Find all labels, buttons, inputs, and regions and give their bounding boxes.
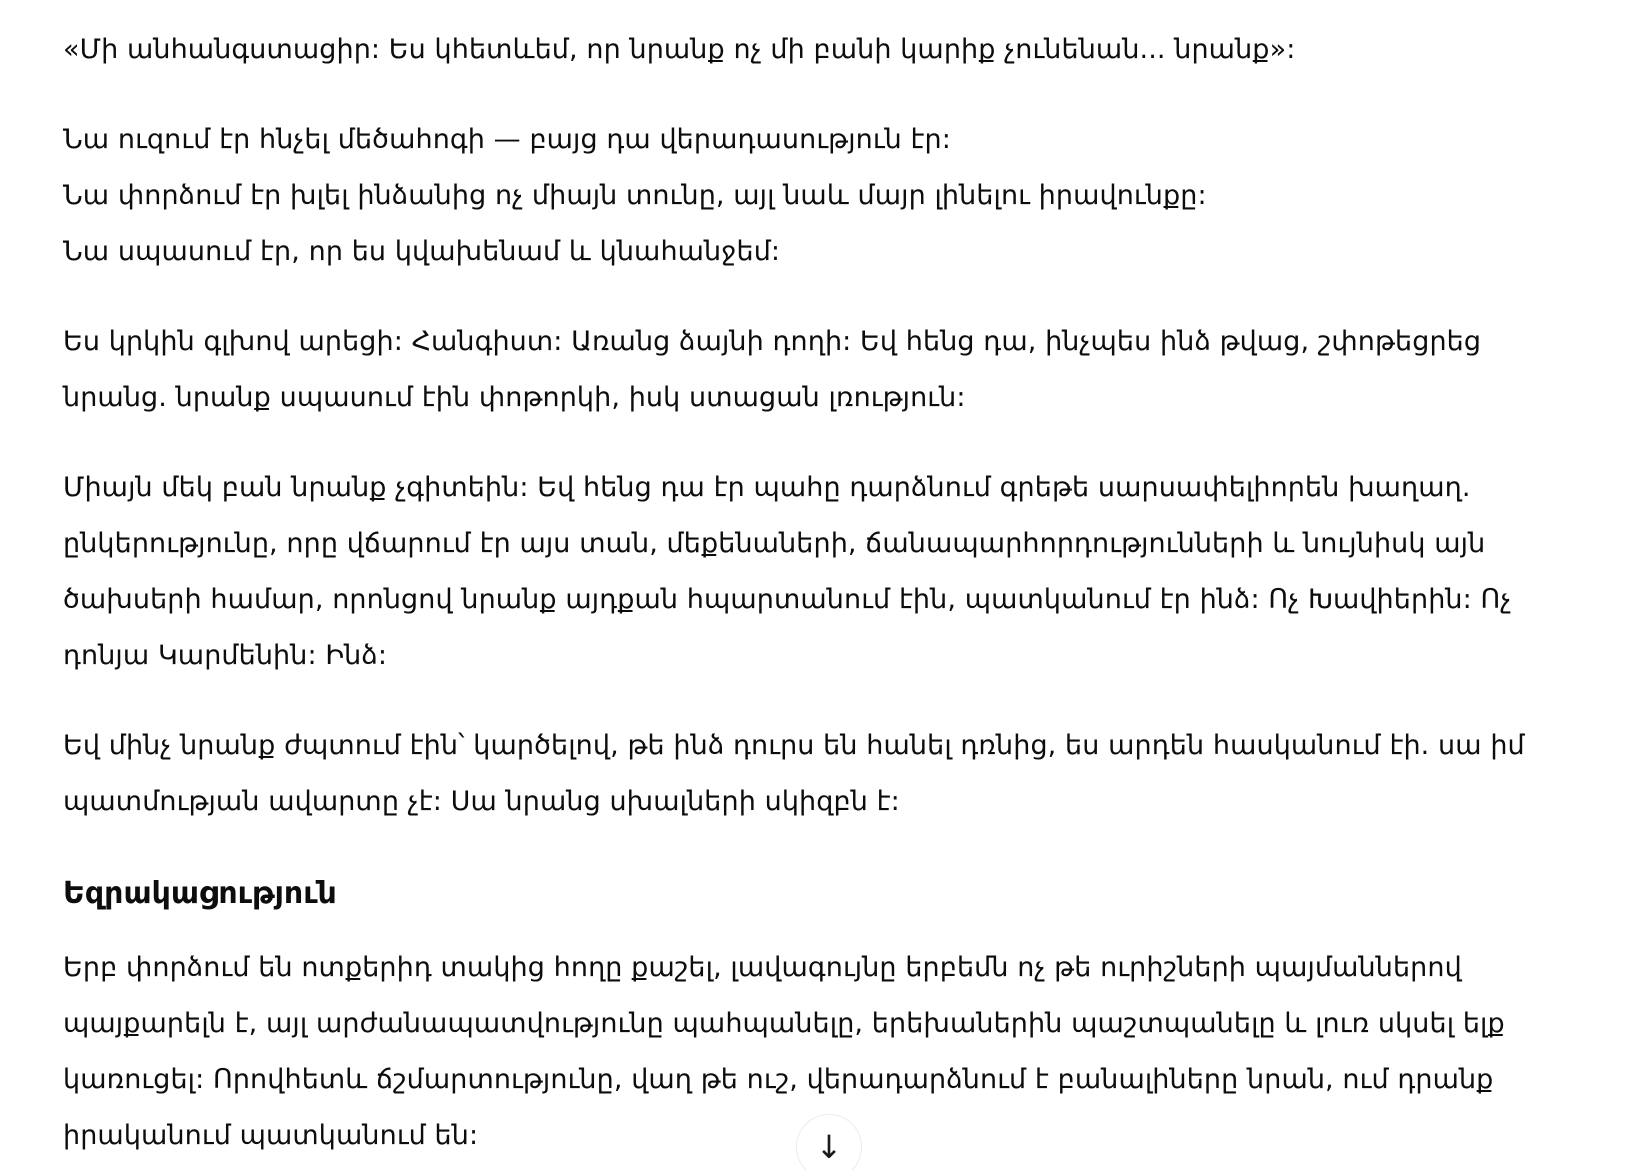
paragraph <box>63 22 1580 78</box>
text-line: ծախսերի համար, որոնցով նրանք այդքան հպարտանում էին, պատկանում էր ինձ: Ոչ Խավիերին: Ոչ <box>63 584 1512 615</box>
paragraph <box>63 718 1580 830</box>
text-line: նրանց. նրանք սպասում էին փոթորկի, իսկ ստացան լռություն: <box>63 382 966 413</box>
text-line: կառուցել: Որովհետև ճշմարտությունը, վաղ թե ուշ, վերադարձնում է բանալիները նրան, ում դրանք <box>63 1064 1494 1095</box>
text-line: պատմության ավարտը չէ: Սա նրանց սխալների սկիզբն է: <box>63 786 900 817</box>
text-line: Եվ մինչ նրանք ժպտում էին՝ կարծելով, թե ինձ դուրս են հանել դռնից, ես արդեն հասկանում էի. սա իմ <box>63 730 1525 761</box>
text-line: Նա սպասում էր, որ ես կվախենամ և կնահանջեմ: <box>63 236 781 267</box>
paragraph <box>63 112 1580 280</box>
text-line: Նա փորձում էր խլել ինձանից ոչ միայն տունը, այլ նաև մայր լինելու իրավունքը: <box>63 180 1207 211</box>
text-line: Եզրակացություն <box>63 876 337 911</box>
text-line: դոնյա Կարմենին: Ինձ: <box>63 640 388 671</box>
text-line: Երբ փորձում են ոտքերիդ տակից հողը քաշել, լավագույնը երբեմն ոչ թե ուրիշների պայմաններով <box>63 952 1462 983</box>
text-line: ընկերությունը, որը վճարում էր այս տան, մեքենաների, ճանապարհորդությունների և նույնիսկ այն <box>63 528 1486 559</box>
text-line: Ես կրկին գլխով արեցի: Հանգիստ: Առանց ձայնի դողի: Եվ հենց դա, ինչպես ինձ թվաց, շփոթեցրեց <box>63 326 1482 357</box>
text-line: Նա ուզում էր հնչել մեծահոգի — բայց դա վերադասություն էր: <box>63 124 951 155</box>
text-line: Միայն մեկ բան նրանք չգիտեին: Եվ հենց դա էր պահը դարձնում գրեթե սարսափելիորեն խաղաղ. <box>63 472 1471 503</box>
down-arrow-icon: ↓ <box>815 1128 843 1166</box>
text-line: «Մի անհանգստացիր: Ես կհետևեմ, որ նրանք ոչ մի բանի կարիք չունենան... նրանք»: <box>63 34 1296 65</box>
text-line: իրականում պատկանում են: <box>63 1120 479 1151</box>
paragraph <box>63 460 1580 684</box>
text-line: պայքարելն է, այլ արժանապատվությունը պահպանելը, երեխաներին պաշտպանելը և լուռ սկսել ելք <box>63 1008 1505 1039</box>
section-heading <box>63 874 1580 914</box>
paragraph <box>63 314 1580 426</box>
